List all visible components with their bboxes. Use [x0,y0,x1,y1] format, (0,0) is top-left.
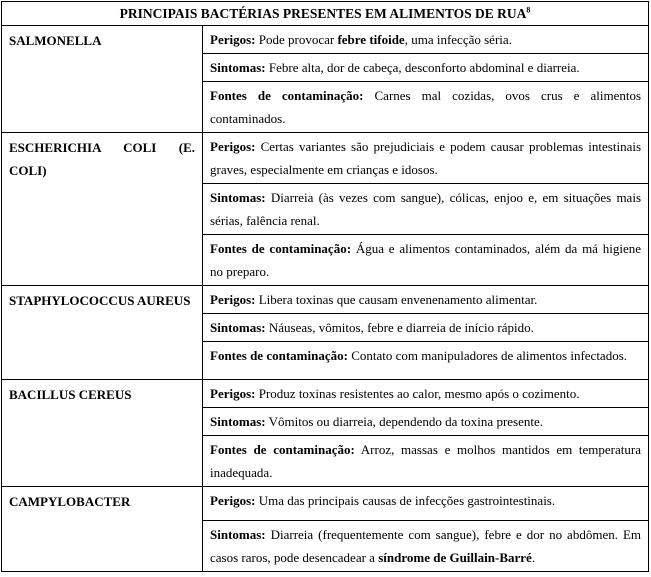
table-row [2,26,649,54]
symptoms-label: Sintomas: [210,190,266,205]
symptoms-cell [203,184,649,235]
symptoms-label: Sintomas: [210,60,266,75]
dangers-cell [203,286,649,314]
bacteria-name: SALMONELLA [2,26,203,133]
symptoms-cell [203,54,649,82]
symptoms-text: Vômitos ou diarreia, dependendo da toxina presente. [268,414,543,429]
bacteria-name: STAPHYLOCOCCUS AUREUS [2,286,203,380]
dangers-highlight: febre tifoide [337,32,405,47]
dangers-text: Uma das principais causas de infecções gastrointestinais. [258,493,556,508]
symptoms-cell [203,408,649,436]
dangers-cell [203,487,649,521]
dangers-text: Pode provocar [258,32,338,47]
bacteria-table [1,1,649,572]
symptoms-label: Sintomas: [210,320,266,335]
sources-cell [203,82,649,133]
sources-text: Contato com manipuladores de alimentos infectados. [351,348,628,363]
dangers-label: Perigos: [210,32,256,47]
bacteria-name: CAMPYLOBACTER [2,487,203,572]
bacteria-name: ESCHERICHIA COLI (E. COLI) [2,133,203,286]
sources-label: Fontes de contaminação: [210,88,364,103]
table-header-row [2,2,649,26]
sources-text: Carnes mal cozidas, ovos crus e alimentos contaminados. [210,88,642,126]
dangers-cell [203,380,649,408]
dangers-cell [203,26,649,54]
footnote-marker: 8 [526,5,531,15]
dangers-label: Perigos: [210,292,256,307]
dangers-label: Perigos: [210,139,256,154]
table-row [2,487,649,521]
symptoms-label: Sintomas: [210,527,266,542]
table-title-text: PRINCIPAIS BACTÉRIAS PRESENTES EM ALIMENTOS DE RUA [119,6,527,21]
dangers-label: Perigos: [210,493,256,508]
symptoms-text: Febre alta, dor de cabeça, desconforto abdominal e diarreia. [268,60,580,75]
symptoms-cell [203,314,649,342]
symptoms-text: Náuseas, vômitos, febre e diarreia de início rápido. [268,320,534,335]
dangers-text: Libera toxinas que causam envenenamento alimentar. [258,292,538,307]
sources-label: Fontes de contaminação: [210,348,348,363]
table-title [2,2,649,26]
dangers-label: Perigos: [210,386,256,401]
sources-label: Fontes de contaminação: [210,241,352,256]
symptoms-highlight: síndrome de Guillain-Barré [378,550,532,565]
sources-cell [203,235,649,286]
symptoms-text: Diarreia (frequentemente com sangue), febre e dor no abdômen. Em casos raros, pode desencadear a [210,527,641,565]
table-row [2,380,649,408]
sources-text: Água e alimentos contaminados, além da má higiene no preparo. [210,241,642,279]
sources-cell [203,342,649,380]
table-row [2,133,649,184]
table-row [2,286,649,314]
symptoms-text: . [531,550,536,565]
dangers-cell [203,133,649,184]
symptoms-label: Sintomas: [210,414,266,429]
sources-label: Fontes de contaminação: [210,442,355,457]
sources-cell [203,436,649,487]
dangers-text: Certas variantes são prejudiciais e podem causar problemas intestinais graves, especialmente em crianças e idosos. [210,139,642,177]
bacteria-name: BACILLUS CEREUS [2,380,203,487]
symptoms-cell [203,521,649,572]
dangers-text: Produz toxinas resistentes ao calor, mesmo após o cozimento. [258,386,580,401]
symptoms-text: Diarreia (às vezes com sangue), cólicas, enjoo e, em situações mais sérias, falência renal. [210,190,642,228]
dangers-text: , uma infecção séria. [404,32,512,47]
sources-text: Arroz, massas e molhos mantidos em temperatura inadequada. [210,442,641,480]
